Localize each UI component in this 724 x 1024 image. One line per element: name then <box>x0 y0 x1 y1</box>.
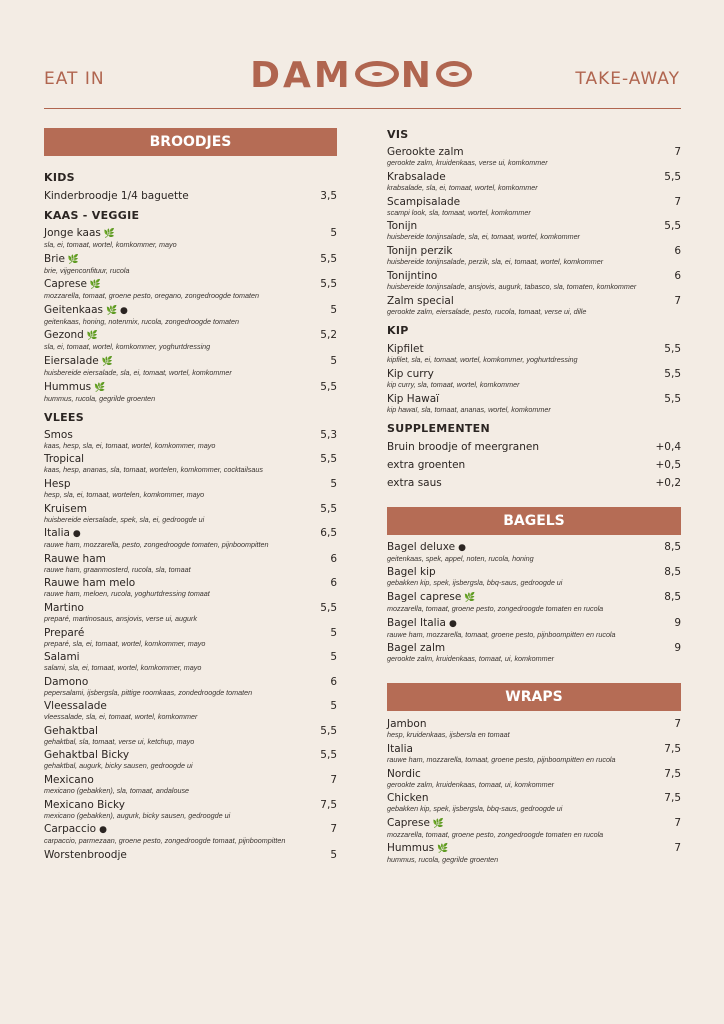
menu-item <box>44 577 337 598</box>
item-price: +0,4 <box>655 440 681 453</box>
left-column <box>44 128 337 862</box>
item-price: 6 <box>330 675 337 688</box>
item-price: 8,5 <box>664 590 681 603</box>
bagel-small-icon <box>436 61 472 87</box>
item-name-text: Bagel Italia <box>387 616 446 629</box>
item-price: 5 <box>330 303 337 316</box>
item-price: 7 <box>674 842 681 855</box>
item-name-text: Rauwe ham <box>44 552 106 565</box>
item-description: sla, ei, tomaat, wortel, komkommer, mayo <box>44 240 177 249</box>
item-description: huisbereide eiersalade, sla, ei, tomaat, wortel, komkommer <box>44 367 232 377</box>
item-price: 7,5 <box>664 767 681 780</box>
item-name-text: Damono <box>44 675 89 688</box>
menu-item <box>387 196 681 217</box>
item-price: 7 <box>674 195 681 208</box>
item-description: huisbereide tonijnsalade, sla, ei, tomaat, wortel, komkommer <box>387 232 580 242</box>
item-description: hesp, kruidenkaas, ijsbersla en tomaat <box>387 730 510 740</box>
bagel-icon <box>355 61 399 87</box>
bagels-list <box>387 541 681 664</box>
item-name-text: extra groenten <box>387 458 466 471</box>
item-name <box>44 823 337 837</box>
item-price: +0,5 <box>655 458 681 471</box>
item-price: 6 <box>674 245 681 258</box>
menu-item <box>387 566 681 587</box>
item-name <box>387 743 681 756</box>
item-description: gerookte zalm, kruidenkaas, verse ui, komkommer <box>387 158 548 167</box>
item-description: salami, sla, ei, tomaat, wortel, komkommer, mayo <box>44 663 202 673</box>
diet-tag-icon: ● <box>458 542 466 553</box>
menu-item <box>44 527 337 549</box>
item-description: rauwe ham, meloen, rucola, yoghurtdressing tomaat <box>44 589 210 599</box>
item-price: 5 <box>330 700 337 713</box>
vis-list <box>387 146 681 316</box>
item-description: geitenkaas, spek, appel, noten, rucola, honing <box>387 553 534 563</box>
item-price: 5,5 <box>664 392 681 405</box>
menu-item <box>387 368 681 389</box>
item-description: mozzarella, tomaat, groene pesto, zongedroogde tomaten en rucola <box>387 829 604 839</box>
menu-item <box>44 227 337 249</box>
diet-tag-icon: 🌿 ● <box>105 305 128 316</box>
item-name <box>387 541 681 555</box>
menu-item <box>387 146 681 167</box>
item-price: 5,5 <box>320 252 337 265</box>
diet-tag-icon: 🌿 <box>89 280 102 291</box>
item-price: 7 <box>330 774 337 787</box>
item-description: brie, vijgenconfituur, rucola <box>44 265 130 275</box>
item-name-text: Zalm special <box>387 294 454 307</box>
item-name-text: Tropical <box>44 453 85 466</box>
menu-item <box>44 799 337 820</box>
item-price: 5,5 <box>664 220 681 233</box>
vlees-list <box>44 429 337 862</box>
menu-item <box>387 295 681 316</box>
item-price: 9 <box>674 616 681 629</box>
item-price: 5,5 <box>664 170 681 183</box>
item-name-text: Worstenbroodje <box>44 848 127 861</box>
diet-tag-icon: ● <box>99 825 107 836</box>
menu-item <box>387 792 681 813</box>
item-name-text: Kinderbroodje 1/4 baguette <box>44 190 189 202</box>
item-description: kip hawaï, sla, tomaat, ananas, wortel, komkommer <box>387 404 551 414</box>
item-price: 5,3 <box>320 428 337 441</box>
item-name-text: Scampisalade <box>387 195 461 208</box>
item-name <box>387 368 681 381</box>
item-name <box>44 627 337 640</box>
item-name-text: Gezond <box>44 329 84 342</box>
item-name-text: Mexicano <box>44 774 94 787</box>
item-price: 5 <box>330 651 337 664</box>
item-price: 6 <box>330 552 337 565</box>
item-price: 5,5 <box>320 601 337 614</box>
menu-item <box>44 725 337 746</box>
item-name-text: Tonijn perzik <box>387 245 453 258</box>
item-description: gebakken kip, spek, ijsbergsla, bbq-saus, gedroogde ui <box>387 804 563 814</box>
item-name-text: Hesp <box>44 477 71 490</box>
right-column <box>387 128 681 865</box>
item-name-text: Salami <box>44 651 80 664</box>
menu-item <box>387 477 681 490</box>
item-name-text: Gehaktbal Bicky <box>44 749 130 762</box>
item-price: 6,5 <box>320 527 337 540</box>
item-name-text: Rauwe ham melo <box>44 577 136 590</box>
item-price: 6 <box>674 269 681 282</box>
supplementen-list <box>387 441 681 490</box>
diet-tag-icon: 🌿 <box>67 254 80 265</box>
menu-item <box>44 253 337 275</box>
item-name-text: Bagel deluxe <box>387 540 456 553</box>
item-description: kip curry, sla, tomaat, wortel, komkommer <box>387 379 520 389</box>
item-name-text: Mexicano Bicky <box>44 798 125 811</box>
item-name <box>44 478 337 491</box>
item-name-text: Eiersalade <box>44 354 99 367</box>
item-price: 5 <box>330 626 337 639</box>
menu-item <box>44 676 337 697</box>
item-price: 7 <box>674 718 681 731</box>
item-price: 5 <box>330 354 337 367</box>
item-name-text: Hummus <box>387 842 435 855</box>
item-name <box>387 768 681 781</box>
vis-heading: VIS <box>387 128 409 141</box>
item-name-text: Tonijntino <box>387 269 438 282</box>
item-description: gerookte zalm, kruidenkaas, tomaat, ui, komkommer <box>387 779 554 789</box>
item-name-text: Jonge kaas <box>44 227 101 239</box>
menu-item <box>44 503 337 524</box>
kip-list <box>387 343 681 414</box>
item-description: hummus, rucola, gegrilde groenten <box>44 393 156 403</box>
menu-item <box>387 591 681 613</box>
item-description: mozzarella, tomaat, groene pesto, oregano, zongedroogde tomaten <box>44 291 259 301</box>
item-name-text: Gerookte zalm <box>387 146 464 158</box>
menu-item <box>44 381 337 403</box>
diet-tag-icon: 🌿 <box>464 592 476 603</box>
item-name-text: Bagel kip <box>387 566 436 579</box>
diet-tag-icon: ● <box>448 618 457 629</box>
item-name <box>387 591 681 605</box>
item-price: 7 <box>674 294 681 307</box>
item-description: rauwe ham, mozzarella, pesto, zongedroogde tomaten, pijnboompitten <box>44 540 269 550</box>
menu-item <box>387 617 681 639</box>
menu-item <box>44 749 337 770</box>
item-name <box>44 190 337 203</box>
wraps-banner: WRAPS <box>387 683 681 711</box>
diet-tag-icon: 🌿 <box>101 356 113 367</box>
item-name-text: Caprese <box>387 816 430 829</box>
menu-item <box>44 329 337 351</box>
item-name-text: Bagel caprese <box>387 590 462 603</box>
menu-item <box>387 642 681 663</box>
item-name-text: Preparé <box>44 626 85 639</box>
item-price: 6 <box>330 577 337 590</box>
item-name <box>44 278 337 292</box>
item-name <box>387 459 681 472</box>
item-price: +0,2 <box>655 476 681 489</box>
item-name-text: Kipfilet <box>387 342 424 355</box>
item-name-text: Kip Hawaï <box>387 392 440 405</box>
item-name-text: Bruin broodje of meergranen <box>387 440 539 453</box>
menu-item <box>44 453 337 474</box>
menu-item <box>44 553 337 574</box>
item-price: 3,5 <box>320 190 337 202</box>
item-name-text: extra saus <box>387 476 442 489</box>
item-price: 5,5 <box>320 749 337 762</box>
menu-item <box>387 393 681 414</box>
item-price: 8,5 <box>664 566 681 579</box>
menu-item <box>387 743 681 764</box>
item-description: huisbereide tonijnsalade, ansjovis, augurk, tabasco, sla, tomaten, komkommer <box>387 281 637 291</box>
item-description: kipfilet, sla, ei, tomaat, wortel, komkommer, yoghurtdressing <box>387 354 578 364</box>
item-description: gehaktbal, sla, tomaat, verse ui, ketchup, mayo <box>44 736 195 746</box>
item-name <box>387 817 681 831</box>
diet-tag-icon: 🌿 <box>437 844 449 855</box>
item-name <box>387 617 681 631</box>
item-price: 5,2 <box>320 329 337 342</box>
item-description: gehaktbal, augurk, bicky sausen, gedroogde ui <box>44 761 193 771</box>
item-name <box>44 503 337 516</box>
item-description: mexicano (gebakken), sla, tomaat, andalouse <box>44 786 190 796</box>
item-description: gerookte zalm, kruidenkaas, tomaat, ui, komkommer <box>387 654 554 664</box>
item-description: vleessalade, sla, ei, tomaat, wortel, komkommer <box>44 712 198 722</box>
menu-item <box>387 459 681 472</box>
item-name-text: Brie <box>44 252 65 265</box>
item-description: huisbereide tonijnsalade, perzik, sla, ei, tomaat, wortel, komkommer <box>387 257 604 267</box>
item-name-text: Geitenkaas <box>44 303 103 316</box>
item-name-text: Tonijn <box>387 220 418 233</box>
kids-list <box>44 190 337 203</box>
supplementen-heading: SUPPLEMENTEN <box>387 421 490 435</box>
item-description: pepersalami, ijsbergsla, pittige roomkaas, zondedroogde tomaten <box>44 687 253 697</box>
bagels-banner: BAGELS <box>387 507 681 535</box>
item-name-text: Italia <box>44 527 70 540</box>
menu-item <box>44 602 337 623</box>
item-name <box>44 676 337 689</box>
item-name <box>44 355 337 369</box>
menu-item <box>387 768 681 789</box>
item-price: 7 <box>674 146 681 158</box>
menu-item <box>387 817 681 839</box>
item-description: preparé, martinosaus, ansjovis, verse ui, augurk <box>44 613 198 623</box>
item-price: 5,5 <box>320 502 337 515</box>
menu-item <box>44 774 337 795</box>
menu-item <box>44 478 337 499</box>
kaas-veggie-heading: KAAS - VEGGIE <box>44 209 140 222</box>
item-name <box>44 799 337 812</box>
menu-item <box>44 190 337 203</box>
item-description: geitenkaas, honing, notenmix, rucola, zongedroogde tomaten <box>44 316 239 326</box>
header-divider <box>44 108 681 109</box>
menu-item <box>387 220 681 241</box>
menu-item <box>44 823 337 845</box>
menu-item <box>387 171 681 192</box>
item-description: mexicano (gebakken), augurk, bicky sausen, gedroogde ui <box>44 810 231 820</box>
item-price: 7,5 <box>664 792 681 805</box>
item-description: rauwe ham, graanmosterd, rucola, sla, tomaat <box>44 564 191 574</box>
item-description: mozzarella, tomaat, groene pesto, zongedroogde tomaten en rucola <box>387 603 604 613</box>
item-name <box>44 849 337 862</box>
item-description: krabsalade, sla, ei, tomaat, wortel, komkommer <box>387 182 538 192</box>
item-price: 7,5 <box>664 742 681 755</box>
item-name <box>44 429 337 442</box>
item-price: 5,5 <box>664 342 681 355</box>
menu-item <box>44 651 337 672</box>
item-name-text: Carpaccio <box>44 823 97 836</box>
item-name <box>44 602 337 615</box>
item-name-text: Hummus <box>44 380 92 393</box>
item-description: carpaccio, parmezaan, groene pesto, zongedroogde tomaat, pijnboompitten <box>44 836 286 846</box>
item-price: 5,5 <box>320 724 337 737</box>
diet-tag-icon: 🌿 <box>86 331 99 342</box>
item-name <box>387 477 681 490</box>
wraps-list <box>387 718 681 864</box>
item-name <box>387 295 681 308</box>
item-name <box>387 171 681 184</box>
item-price: 5,5 <box>664 367 681 380</box>
menu-item <box>44 627 337 648</box>
item-description: gerookte zalm, eiersalade, pesto, rucola, tomaat, verse ui, dille <box>387 306 587 316</box>
menu-item <box>387 718 681 739</box>
eat-in-label: EAT IN <box>44 69 105 89</box>
item-price: 5,5 <box>320 453 337 466</box>
item-price: 7 <box>330 823 337 836</box>
item-name-text: Vleessalade <box>44 700 107 713</box>
item-price: 7,5 <box>320 798 337 811</box>
menu-item <box>44 278 337 300</box>
kip-heading: KIP <box>387 323 409 337</box>
item-name-text: Gehaktbal <box>44 724 98 737</box>
item-name <box>387 196 681 209</box>
diet-tag-icon: 🌿 <box>103 229 116 239</box>
item-price: 5 <box>330 848 337 861</box>
logo-text-2: N <box>400 55 434 96</box>
item-price: 5,5 <box>320 278 337 291</box>
menu-item <box>387 842 681 864</box>
menu-item <box>44 304 337 326</box>
item-description: gebakken kip, spek, ijsbergsla, bbq-saus, gedroogde ui <box>387 578 563 588</box>
item-description: hummus, rucola, gegrilde groenten <box>387 855 499 865</box>
menu-item <box>44 700 337 721</box>
menu-item <box>387 270 681 291</box>
item-name <box>44 381 337 395</box>
menu-item <box>387 343 681 364</box>
item-name-text: Bagel zalm <box>387 642 446 655</box>
diet-tag-icon: 🌿 <box>94 382 106 393</box>
item-name-text: Martino <box>44 601 84 614</box>
item-price: 5,5 <box>320 380 337 393</box>
item-name-text: Jambon <box>387 718 427 731</box>
item-name <box>44 304 337 318</box>
item-name-text: Kip curry <box>387 367 434 380</box>
menu-item <box>387 541 681 563</box>
item-name-text: Kruisem <box>44 502 87 515</box>
kids-heading: KIDS <box>44 171 75 184</box>
item-description: sla, ei, tomaat, wortel, komkommer, yoghurtdressing <box>44 342 211 352</box>
item-description: huisbereide eiersalade, spek, sla, ei, gedroogde ui <box>44 514 205 524</box>
item-name <box>44 253 337 267</box>
item-description: rauwe ham, mozzarella, tomaat, groene pesto, pijnboompitten en rucola <box>387 754 616 764</box>
item-name-text: Krabsalade <box>387 170 446 183</box>
item-name <box>44 227 337 241</box>
take-away-label: TAKE-AWAY <box>575 69 680 89</box>
item-description: scampi look, sla, tomaat, wortel, komkommer <box>387 207 531 217</box>
menu-item <box>44 849 337 862</box>
menu-item <box>44 429 337 450</box>
menu-item <box>387 245 681 266</box>
item-price: 9 <box>674 642 681 655</box>
item-description: kaas, hesp, sla, ei, tomaat, wortel, komkommer, mayo <box>44 440 216 450</box>
diet-tag-icon: 🌿 <box>432 818 445 829</box>
item-description: hesp, sla, ei, tomaat, wortelen, komkommer, mayo <box>44 489 205 499</box>
item-name <box>44 527 337 541</box>
menu-item <box>44 355 337 377</box>
item-name <box>44 329 337 343</box>
item-price: 8,5 <box>664 540 681 553</box>
diet-tag-icon: ● <box>72 529 81 540</box>
item-name-text: Nordic <box>387 767 421 780</box>
item-name-text: Caprese <box>44 278 87 291</box>
item-price: 7 <box>674 816 681 829</box>
item-price: 5 <box>330 477 337 490</box>
item-name-text: Italia <box>387 742 413 755</box>
vlees-heading: VLEES <box>44 410 84 424</box>
item-name <box>44 725 337 738</box>
item-description: kaas, hesp, ananas, sla, tomaat, wortelen, komkommer, cocktailsaus <box>44 465 263 475</box>
item-name <box>387 393 681 406</box>
broodjes-banner: BROODJES <box>44 128 337 156</box>
item-name <box>44 553 337 566</box>
item-name-text: Smos <box>44 428 73 441</box>
item-description: rauwe ham, mozzarella, tomaat, groene pesto, pijnboompitten en rucola <box>387 629 616 639</box>
logo-text-1: DAM <box>250 55 353 96</box>
menu-item <box>387 441 681 454</box>
item-name <box>387 842 681 856</box>
item-name-text: Chicken <box>387 792 429 805</box>
item-name <box>387 441 681 454</box>
item-price: 5 <box>330 227 337 239</box>
kaas-veggie-list <box>44 227 337 403</box>
item-description: preparé, sla, ei, tomaat, wortel, komkommer, mayo <box>44 638 206 648</box>
